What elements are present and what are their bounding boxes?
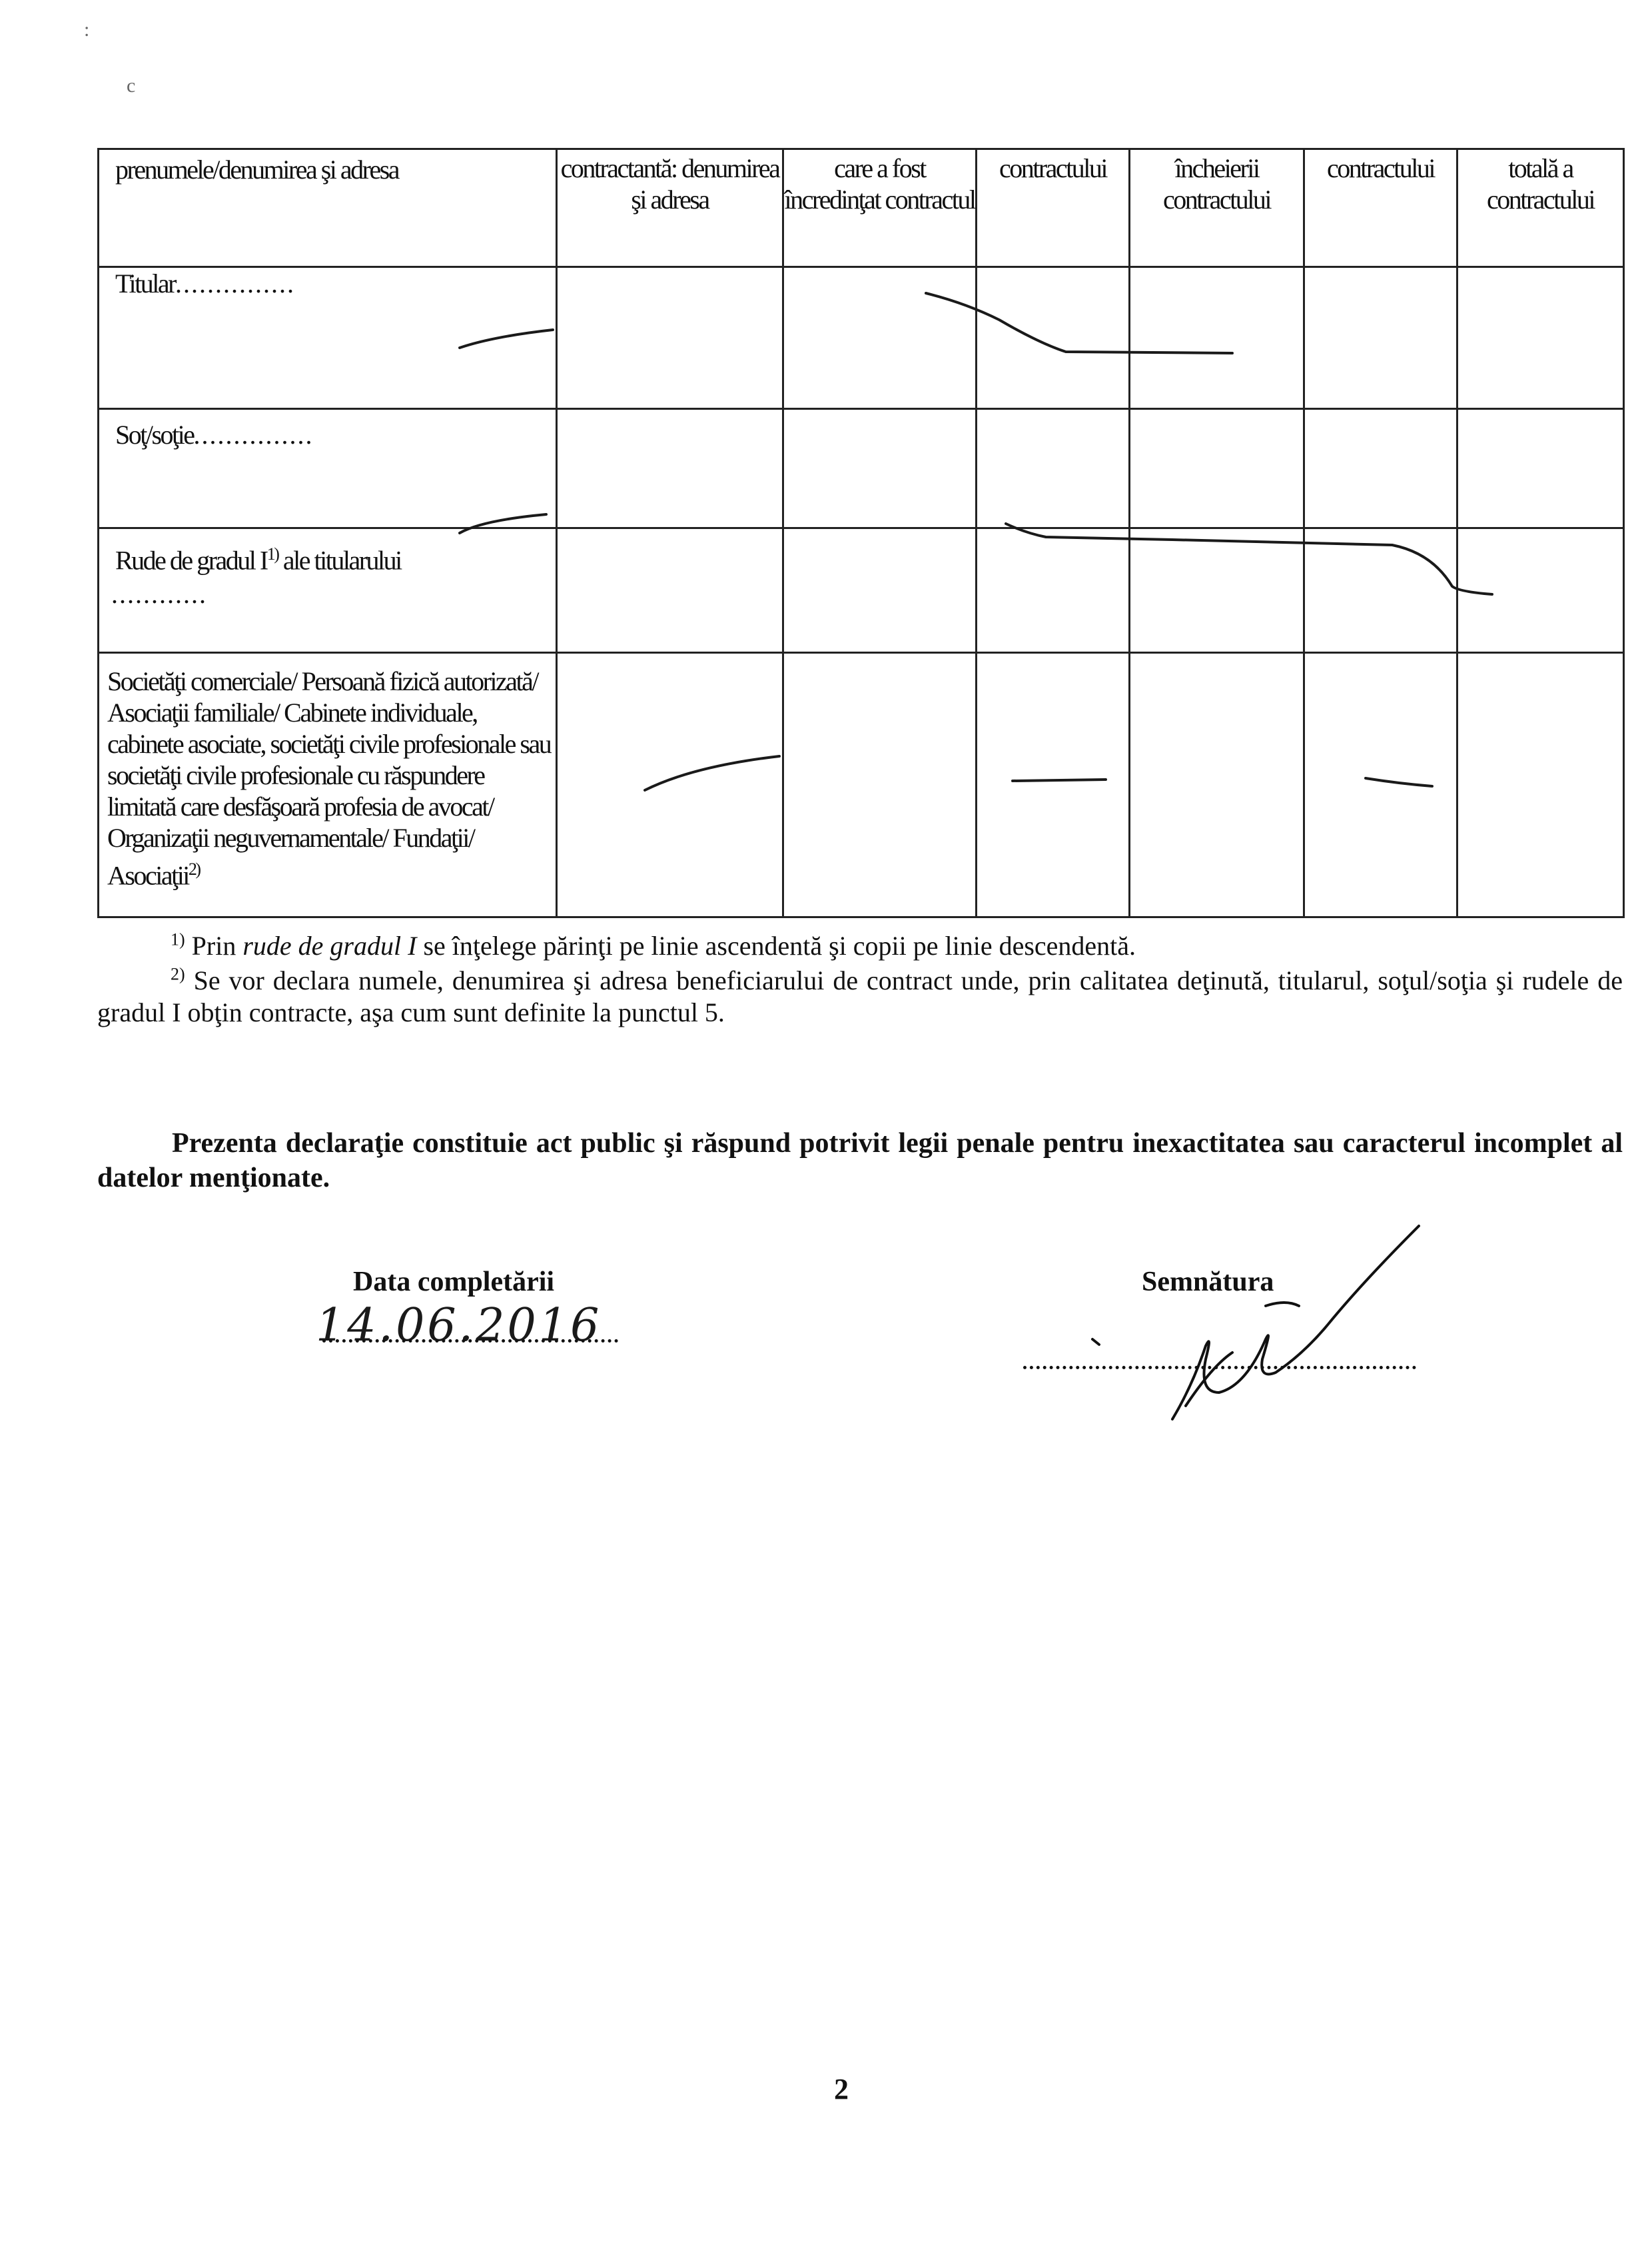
table-cell xyxy=(1457,528,1624,653)
table-cell xyxy=(557,528,783,653)
scan-speck: c xyxy=(127,75,136,97)
header-cell: contractantă: denumirea şi adresa xyxy=(557,149,783,267)
table-cell xyxy=(977,409,1130,528)
footnote-mark: 2) xyxy=(171,964,185,984)
table-cell xyxy=(977,653,1130,917)
header-cell: prenumele/denumirea şi adresa xyxy=(99,149,557,267)
table-cell xyxy=(1130,528,1304,653)
scan-speck: : xyxy=(84,19,90,41)
date-value: 14.06.2016 xyxy=(316,1299,602,1352)
table-cell xyxy=(1304,528,1457,653)
handwritten-date xyxy=(313,1293,626,1353)
table-cell xyxy=(1304,653,1457,917)
date-label: Data completării xyxy=(353,1267,555,1297)
footnote-text: Prin xyxy=(185,931,243,961)
table-cell xyxy=(783,409,977,528)
footnote-mark: 2) xyxy=(188,859,200,879)
table-cell xyxy=(783,528,977,653)
header-cell: care a fost încredinţat contractul xyxy=(783,149,977,267)
table-cell xyxy=(1130,653,1304,917)
signature-label: Semnătura xyxy=(1142,1267,1274,1297)
footnote-2 xyxy=(97,965,1623,1029)
row-label-suffix: ale titularului xyxy=(278,545,401,576)
table-cell xyxy=(557,409,783,528)
row-label: Societăţi comerciale/ Persoană fizică autorizată/ Asociaţii familiale/ Cabinete individuale, cabinete asociate, societăţi civile profesionale sau societăţi civile profesionale cu răspundere limitată care desfăşoară profesia de avocat/ Organizaţii neguvernamentale/ Fundaţii/ Asociaţii xyxy=(107,666,551,891)
signature-dotted-line xyxy=(1023,1366,1416,1369)
table-cell xyxy=(1130,267,1304,409)
table-cell xyxy=(1457,267,1624,409)
legal-statement: Prezenta declaraţie constituie act public şi răspund potrivit legii penale pentru inexactitatea sau caracterul incomplet al datelor menţionate. xyxy=(97,1128,1623,1193)
footnote-italic: rude de gradul I xyxy=(242,931,417,961)
table-cell xyxy=(977,528,1130,653)
table-cell xyxy=(1457,653,1624,917)
contracts-table xyxy=(97,148,1625,918)
date-dotted-line xyxy=(322,1339,618,1343)
signature-drawing xyxy=(1092,1226,1419,1419)
row-dots: ............ xyxy=(111,579,207,610)
header-cell: contractului xyxy=(977,149,1130,267)
row-label-cell xyxy=(99,267,557,409)
footnote-text: Se vor declara numele, denumirea şi adresa beneficiarului de contract unde, prin calitatea deţinută, titularul, soţul/soţia şi rudele de gradul I obţin contracte, aşa cum sunt definite la punctul 5. xyxy=(97,965,1623,1027)
header-cell: încheierii contractului xyxy=(1130,149,1304,267)
table-cell xyxy=(977,267,1130,409)
row-label-cell xyxy=(99,528,557,653)
table-cell xyxy=(1304,267,1457,409)
row-dots: ............... xyxy=(193,420,314,450)
table-row-rude xyxy=(99,528,1624,653)
footnote-text: se înţelege părinţi pe linie ascendentă şi copii pe linie descendentă. xyxy=(416,931,1136,961)
table-cell xyxy=(1457,409,1624,528)
table-cell xyxy=(783,267,977,409)
table-cell xyxy=(1304,409,1457,528)
footnote-1 xyxy=(97,930,1623,962)
row-label: Soţ/soţie xyxy=(115,420,194,450)
table-row-soti xyxy=(99,409,1624,528)
footnote-mark: 1) xyxy=(171,929,185,949)
row-label: Titular xyxy=(115,269,175,298)
page-number: 2 xyxy=(834,2073,849,2105)
table-cell xyxy=(557,267,783,409)
table-cell xyxy=(1130,409,1304,528)
row-label-cell xyxy=(99,653,557,917)
header-cell: contractului xyxy=(1304,149,1457,267)
row-label: Rude de gradul I xyxy=(115,545,267,576)
table-cell xyxy=(557,653,783,917)
header-cell: totală a contractului xyxy=(1457,149,1624,267)
row-dots: ............... xyxy=(175,269,295,298)
row-label-cell xyxy=(99,409,557,528)
table-header-row xyxy=(99,149,1624,267)
table-row-titular xyxy=(99,267,1624,409)
table-cell xyxy=(783,653,977,917)
footnote-mark: 1) xyxy=(266,544,278,564)
table-row-societati xyxy=(99,653,1624,917)
